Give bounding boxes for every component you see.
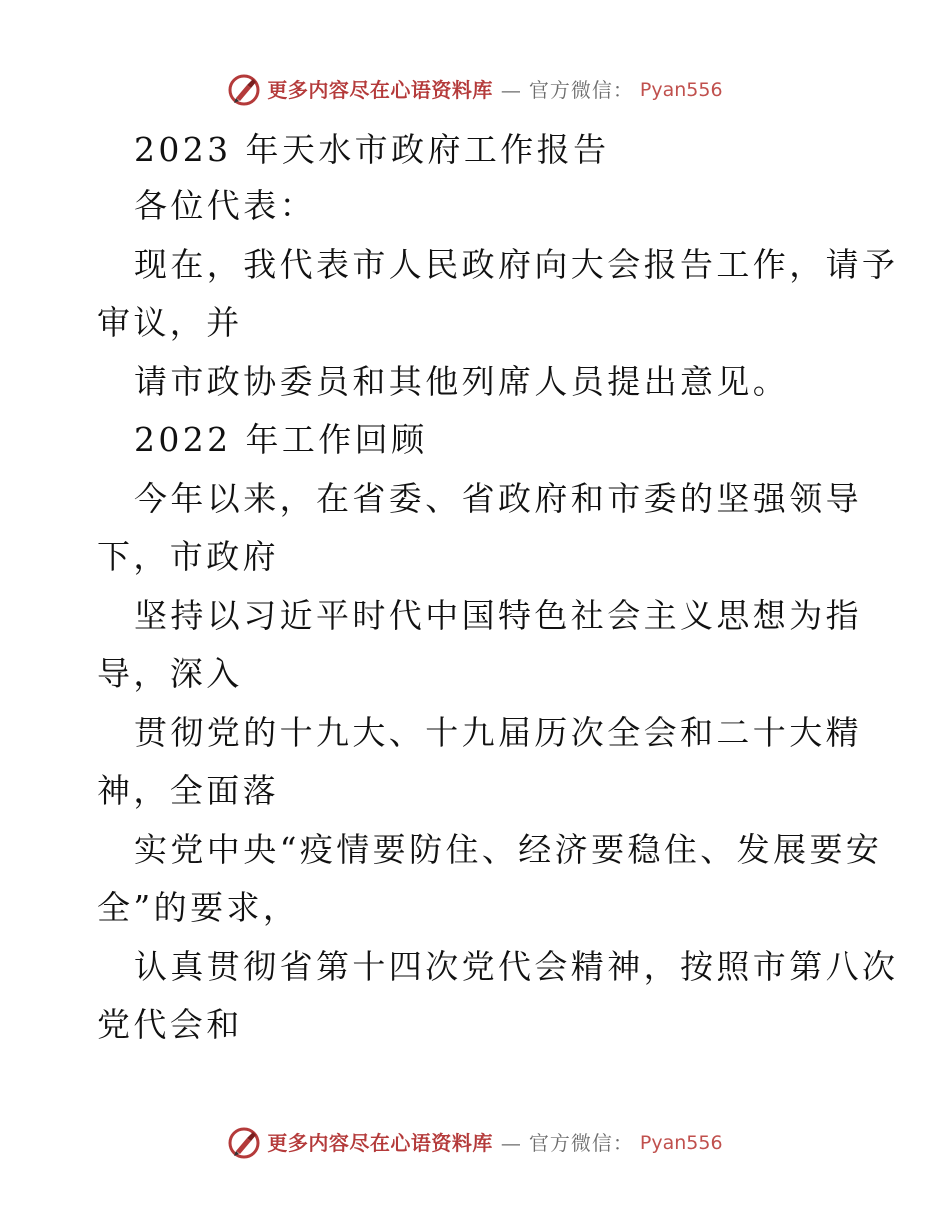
paragraph-line: 请市政协委员和其他列席人员提出意见。 xyxy=(134,362,790,401)
salutation: 各位代表： xyxy=(134,186,316,225)
paragraph-line: 党代会和 xyxy=(97,1005,243,1044)
footer-watermark xyxy=(0,1126,950,1160)
section-heading: 2022 年工作回顾 xyxy=(134,420,428,459)
paragraph-line: 坚持以习近平时代中国特色社会主义思想为指 xyxy=(134,596,862,635)
watermark-wechat-id: Pyan556 xyxy=(639,79,723,101)
watermark-dash: — xyxy=(500,1131,521,1155)
paragraph-line: 现在，我代表市人民政府向大会报告工作，请予 xyxy=(134,245,899,284)
watermark-wechat-label: 官方微信： xyxy=(528,1131,634,1155)
document-title: 2023 年天水市政府工作报告 xyxy=(134,130,610,169)
watermark-site-text: 更多内容尽在心语资料库 xyxy=(267,1131,493,1155)
paragraph-line: 全”的要求， xyxy=(97,888,300,927)
watermark-wechat-label: 官方微信： xyxy=(528,78,634,102)
paragraph-line: 审议，并 xyxy=(97,303,243,342)
paragraph-line: 实党中央“疫情要防住、经济要稳住、发展要安 xyxy=(134,830,883,869)
paragraph-line: 认真贯彻省第十四次党代会精神，按照市第八次 xyxy=(134,947,899,986)
paragraph-line: 下，市政府 xyxy=(97,537,279,576)
watermark-wechat-id: Pyan556 xyxy=(639,1132,723,1154)
paragraph-line: 今年以来，在省委、省政府和市委的坚强领导 xyxy=(134,479,862,518)
pen-logo-icon xyxy=(227,73,261,107)
header-watermark xyxy=(0,73,950,107)
paragraph-line: 贯彻党的十九大、十九届历次全会和二十大精 xyxy=(134,713,862,752)
paragraph-line: 神，全面落 xyxy=(97,771,279,810)
watermark-site-text: 更多内容尽在心语资料库 xyxy=(267,78,493,102)
watermark-dash: — xyxy=(500,78,521,102)
pen-logo-icon xyxy=(227,1126,261,1160)
paragraph-line: 导，深入 xyxy=(97,654,243,693)
